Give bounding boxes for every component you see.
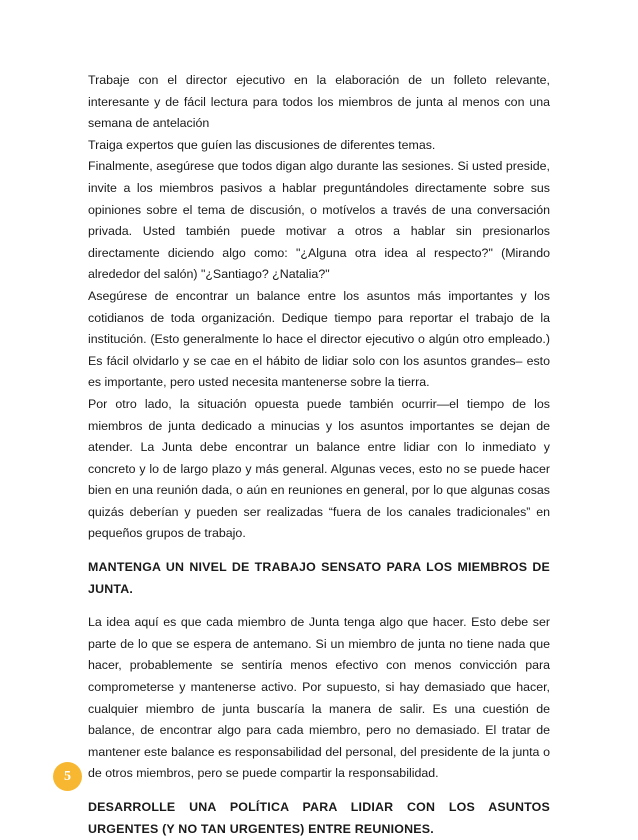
section-heading: DESARROLLE UNA POLÍTICA PARA LIDIAR CON LOS ASUNTOS URGENTES (Y NO TAN URGENTES) ENTRE REUNIONES.	[88, 800, 550, 836]
body-paragraph: Finalmente, asegúrese que todos digan algo durante las sesiones. Si usted preside, invite a los miembros pasivos a hablar preguntándoles directamente sobre sus opiniones sobre el tema de discusión, o motívelos a través de una conversación privada. Usted también puede motivar a otros a hablar sin presionarlos directamente diciendo algo como: "¿Alguna otra idea al respecto?" (Mirando alrededor del salón) "¿Santiago? ¿Natalia?"	[88, 159, 550, 282]
spacer	[88, 545, 550, 557]
spacer	[88, 785, 550, 797]
body-paragraph: La idea aquí es que cada miembro de Junta tenga algo que hacer. Esto debe ser parte de lo que se espera de antemano. Si un miembro de junta no tiene nada que hacer, probablemente se sentiría menos efectivo con menos convicción para comprometerse y mantenerse activo. Por supuesto, si hay demasiado que hacer, cualquier miembro de junta buscaría la manera de salir. Es una cuestión de balance, de encontrar algo para cada miembro, pero no demasiado. El tratar de mantener este balance es responsabilidad del personal, del presidente de la junta o de otros miembros, pero se puede compartir la responsabilidad.	[88, 615, 550, 781]
spacer	[88, 600, 550, 612]
page-number-badge: 5	[53, 762, 82, 791]
body-paragraph: Asegúrese de encontrar un balance entre los asuntos más importantes y los cotidianos de toda organización. Dedique tiempo para reportar el trabajo de la institución. (Esto generalmente lo hace el director ejecutivo o algún otro empleado.) Es fácil olvidarlo y se cae en el hábito de lidiar solo con los asuntos grandes– esto es importante, pero usted necesita mantenerse sobre la tierra.	[88, 288, 550, 390]
section-heading: MANTENGA UN NIVEL DE TRABAJO SENSATO PARA LOS MIEMBROS DE JUNTA.	[88, 560, 550, 596]
body-paragraph: Traiga expertos que guíen las discusiones de diferentes temas.	[88, 137, 436, 152]
body-paragraph: Por otro lado, la situación opuesta puede también ocurrir—el tiempo de los miembros de junta dedicado a minucias y los asuntos importantes se dejan de atender. La Junta debe encontrar un balance entre lidiar con lo inmediato y concreto y lo de largo plazo y más general. Algunas veces, esto no se puede hacer bien en una reunión dada, o aún en reuniones en general, por lo que algunas cosas quizás deberían y pueden ser realizadas “fuera de los canales tradicionales” en pequeños grupos de trabajo.	[88, 396, 550, 541]
document-body	[88, 70, 550, 840]
body-paragraph: Trabaje con el director ejecutivo en la elaboración de un folleto relevante, interesante y de fácil lectura para todos los miembros de junta al menos con una semana de antelación	[88, 73, 550, 131]
